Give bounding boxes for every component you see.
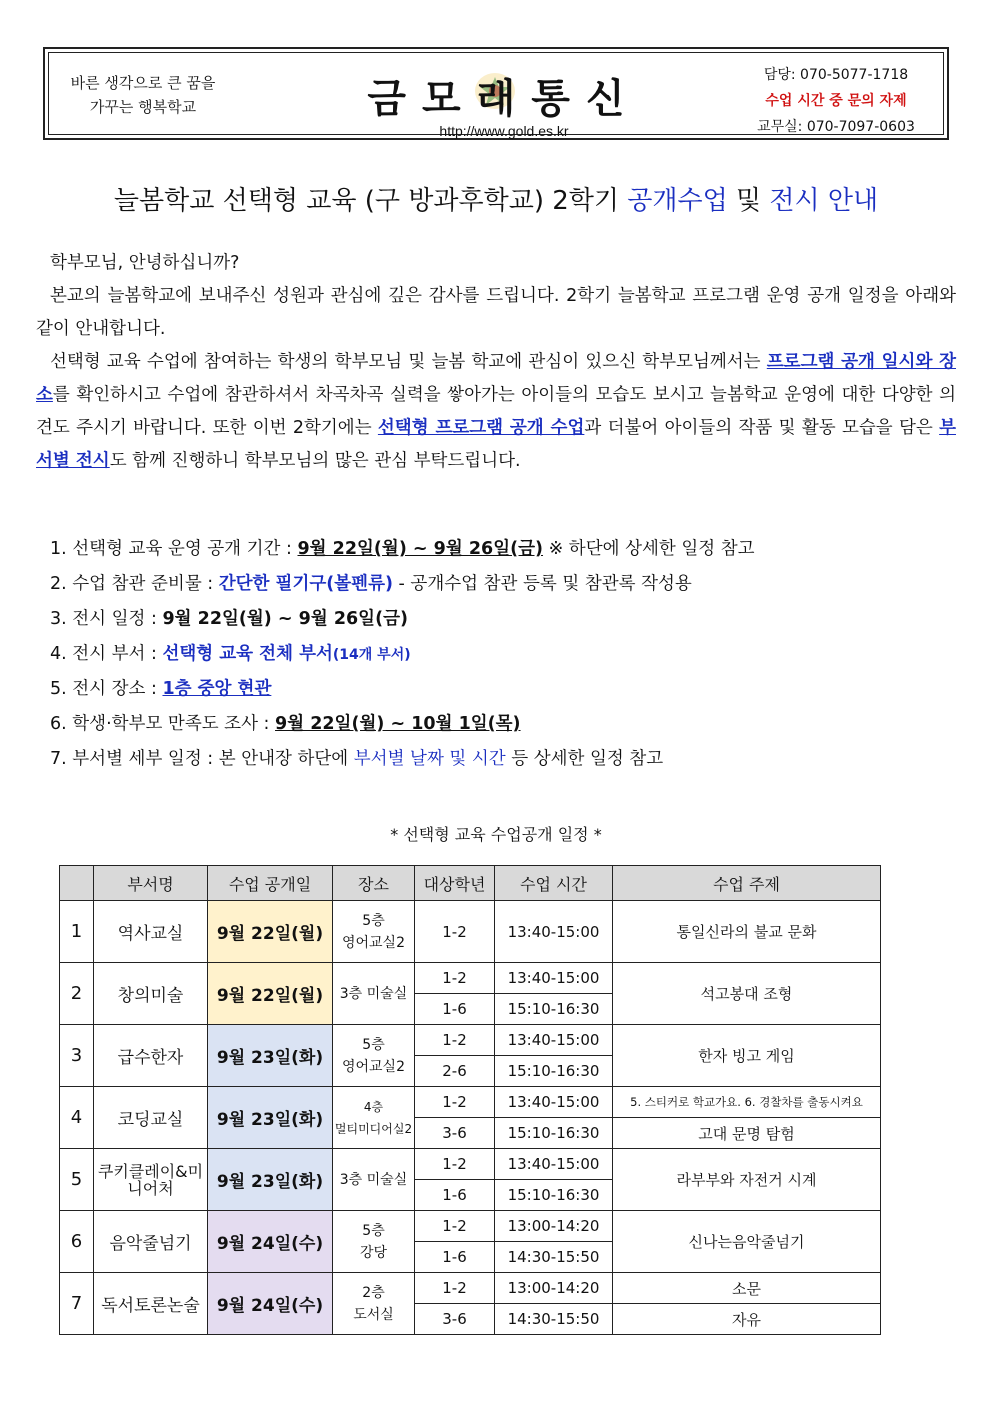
- info-list: [50, 532, 970, 777]
- school-motto: [63, 71, 223, 119]
- row-no: 4: [60, 1087, 94, 1149]
- row-grade: 1-2: [415, 1087, 495, 1118]
- motto-line-1: 바른 생각으로 큰 꿈을: [70, 74, 216, 92]
- motto-line-2: 가꾸는 행복학교: [89, 98, 197, 116]
- row-date: 9월 24일(수): [208, 1211, 333, 1273]
- row-time: 15:10-16:30: [495, 1118, 613, 1149]
- row-topic: 석고봉대 조형: [613, 963, 881, 1025]
- row-place: [333, 1273, 415, 1335]
- place-room: 강당: [359, 1244, 388, 1261]
- row-no: 3: [60, 1025, 94, 1087]
- row-time: 13:00-14:20: [495, 1211, 613, 1242]
- row-time: 13:40-15:00: [495, 963, 613, 994]
- header-date: 수업 공개일: [208, 866, 333, 901]
- row-date: 9월 23일(화): [208, 1087, 333, 1149]
- row-dept: 코딩교실: [94, 1087, 208, 1149]
- table-row: [60, 1025, 881, 1056]
- item1-value: 9월 22일(월) ~ 9월 26일(금): [297, 539, 544, 559]
- row-no: 2: [60, 963, 94, 1025]
- place-floor: 5층: [362, 1222, 385, 1239]
- row-time: 13:40-15:00: [495, 1149, 613, 1180]
- school-url-link[interactable]: http://www.gold.es.kr: [439, 123, 569, 139]
- item6-label: 6. 학생·학부모 만족도 조사 :: [50, 714, 276, 734]
- header-topic: 수업 주제: [613, 866, 881, 901]
- row-grade: 2-6: [415, 1056, 495, 1087]
- contact-info: [731, 62, 941, 140]
- table-row: [60, 1273, 881, 1304]
- table-row: [60, 901, 881, 963]
- row-time: 13:40-15:00: [495, 1087, 613, 1118]
- paragraph-2: [36, 346, 956, 478]
- item6-value: 9월 22일(월) ~ 10월 1일(목): [275, 714, 521, 734]
- row-place: 3층 미술실: [333, 1149, 415, 1211]
- title-part-2: 공개수업: [627, 186, 728, 216]
- para2-text-c: 를 확인하시고 수업에 참관하셔서 차곡차곡 실력을 쌓아가는 아이들의 모습도 보시고 늘봄학교 운영에 대한 다양한 의견도 주시기 바랍니다. 또한 이번 2학기에는: [36, 385, 956, 438]
- header-dept: 부서명: [94, 866, 208, 901]
- row-date: 9월 22일(월): [208, 963, 333, 1025]
- row-place: [333, 1025, 415, 1087]
- row-date: 9월 24일(수): [208, 1273, 333, 1335]
- row-grade: 3-6: [415, 1304, 495, 1335]
- row-place: [333, 1211, 415, 1273]
- table-row: [60, 1087, 881, 1118]
- row-topic: 소문: [613, 1273, 881, 1304]
- row-place: [333, 901, 415, 963]
- row-topic: 라부부와 자전거 시계: [613, 1149, 881, 1211]
- table-row: [60, 1211, 881, 1242]
- row-date: 9월 23일(화): [208, 1149, 333, 1211]
- row-grade: 1-2: [415, 901, 495, 963]
- letter-body: [36, 247, 956, 478]
- row-grade: 1-2: [415, 963, 495, 994]
- row-dept: [94, 1149, 208, 1211]
- place-room: 영어교실2: [341, 934, 405, 951]
- row-time: 13:40-15:00: [495, 901, 613, 963]
- row-topic: 5. 스티커로 학교가요. 6. 경찰차를 출동시켜요: [613, 1087, 881, 1118]
- row-time: 15:10-16:30: [495, 1180, 613, 1211]
- row-no: 7: [60, 1273, 94, 1335]
- header-grade: 대상학년: [415, 866, 495, 901]
- contact-notice: 수업 시간 중 문의 자제: [765, 93, 907, 109]
- row-dept: 독서토론논술: [94, 1273, 208, 1335]
- item4-note: (14개 부서): [332, 647, 411, 663]
- newsletter-title: 금모래통신: [367, 76, 641, 122]
- header-place: 장소: [333, 866, 415, 901]
- row-grade: 1-2: [415, 1211, 495, 1242]
- row-dept: 역사교실: [94, 901, 208, 963]
- para2-highlight-exhibit: 부서별 전시: [36, 418, 956, 471]
- row-time: 14:30-15:50: [495, 1242, 613, 1273]
- header-no: [60, 866, 94, 901]
- row-topic: 자유: [613, 1304, 881, 1335]
- row-date: 9월 23일(화): [208, 1025, 333, 1087]
- row-grade: 3-6: [415, 1118, 495, 1149]
- place-room: 도서실: [353, 1306, 394, 1323]
- place-floor: 5층: [362, 912, 385, 929]
- list-item-2: [50, 567, 970, 602]
- page-title: [0, 180, 992, 217]
- item7-value: 부서별 날짜 및 시간: [353, 749, 506, 769]
- item3-label: 3. 전시 일정 :: [50, 609, 163, 629]
- list-item-4: [50, 637, 970, 672]
- para2-highlight-program: 프로그램 공개 일시와 장소: [36, 352, 956, 405]
- list-item-3: [50, 602, 970, 637]
- row-no: 5: [60, 1149, 94, 1211]
- row-grade: 1-6: [415, 1242, 495, 1273]
- place-room: 멀티미디어실2: [334, 1121, 413, 1136]
- row-grade: 1-6: [415, 1180, 495, 1211]
- row-dept: 창의미술: [94, 963, 208, 1025]
- para2-highlight-open-class: 선택형 프로그램 공개 수업: [377, 418, 585, 438]
- item1-note: ※ 하단에 상세한 일정 참고: [543, 539, 755, 559]
- row-dept: 음악줄넘기: [94, 1211, 208, 1273]
- list-item-5: [50, 672, 970, 707]
- row-dept: 급수한자: [94, 1025, 208, 1087]
- item2-value: 간단한 필기구(볼펜류): [218, 574, 393, 594]
- schedule-caption: * 선택형 교육 수업공개 일정 *: [390, 825, 602, 844]
- item5-label: 5. 전시 장소 :: [50, 679, 163, 699]
- row-topic: 신나는음악줄넘기: [613, 1211, 881, 1273]
- item1-label: 1. 선택형 교육 운영 공개 기간 :: [50, 539, 298, 559]
- row-no: 1: [60, 901, 94, 963]
- header-time: 수업 시간: [495, 866, 613, 901]
- dept-line-1: 쿠키클레이&미: [97, 1161, 204, 1181]
- title-part-3: 및: [727, 186, 770, 216]
- item2-note: - 공개수업 참관 등록 및 참관록 작성용: [392, 574, 692, 594]
- table-row: [60, 963, 881, 994]
- item4-label: 4. 전시 부서 :: [50, 644, 163, 664]
- row-date: 9월 22일(월): [208, 901, 333, 963]
- row-grade: 1-2: [415, 1149, 495, 1180]
- row-place: [333, 1087, 415, 1149]
- place-room: 영어교실2: [341, 1058, 405, 1075]
- office-phone: 교무실: 070-7097-0603: [757, 119, 915, 135]
- table-row: [60, 1149, 881, 1180]
- title-part-4: 전시 안내: [769, 186, 879, 216]
- item3-value: 9월 22일(월) ~ 9월 26일(금): [162, 609, 408, 629]
- row-time: 13:00-14:20: [495, 1273, 613, 1304]
- row-no: 6: [60, 1211, 94, 1273]
- row-grade: 1-2: [415, 1273, 495, 1304]
- item7-label: 7. 부서별 세부 일정 : 본 안내장 하단에: [50, 749, 354, 769]
- row-grade: 1-2: [415, 1025, 495, 1056]
- list-item-6: [50, 707, 970, 742]
- row-grade: 1-6: [415, 994, 495, 1025]
- row-topic: 한자 빙고 게임: [613, 1025, 881, 1087]
- paragraph-1: 본교의 늘봄학교에 보내주신 성원과 관심에 깊은 감사를 드립니다. 2학기 늘봄학교 프로그램 운영 공개 일정을 아래와 같이 안내합니다.: [36, 286, 956, 339]
- para2-text-e: 과 더불어 아이들의 작품 및 활동 모습을 담은: [584, 418, 940, 438]
- row-time: 14:30-15:50: [495, 1304, 613, 1335]
- row-place: 3층 미술실: [333, 963, 415, 1025]
- row-topic: 고대 문명 탐험: [613, 1118, 881, 1149]
- greeting: 학부모님, 안녕하십니까?: [50, 253, 240, 273]
- place-floor: 4층: [363, 1099, 384, 1114]
- item4-value: 선택형 교육 전체 부서: [162, 644, 333, 664]
- row-topic: 통일신라의 불교 문화: [613, 901, 881, 963]
- item2-label: 2. 수업 참관 준비물 :: [50, 574, 219, 594]
- row-time: 13:40-15:00: [495, 1025, 613, 1056]
- place-floor: 5층: [362, 1036, 385, 1053]
- table-header-row: [60, 866, 881, 901]
- item7-note: 등 상세한 일정 참고: [505, 749, 664, 769]
- place-floor: 2층: [362, 1284, 385, 1301]
- para2-text-g: 도 함께 진행하니 학부모님의 많은 관심 부탁드립니다.: [109, 451, 521, 471]
- title-part-1: 늘봄학교 선택형 교육 (구 방과후학교) 2학기: [113, 186, 628, 216]
- newsletter-header: [43, 47, 949, 140]
- list-item-7: [50, 742, 970, 777]
- row-time: 15:10-16:30: [495, 1056, 613, 1087]
- para2-text-a: 선택형 교육 수업에 참여하는 학생의 학부모님 및 늘봄 학교에 관심이 있으신 학부모님께서는: [50, 352, 767, 372]
- header-frame: [48, 52, 944, 139]
- contact-phone: 담당: 070-5077-1718: [763, 67, 909, 83]
- list-item-1: [50, 532, 970, 567]
- dept-line-2: 니어처: [127, 1178, 174, 1198]
- item5-value: 1층 중앙 현관: [162, 679, 272, 699]
- schedule-table: [59, 865, 881, 1335]
- row-time: 15:10-16:30: [495, 994, 613, 1025]
